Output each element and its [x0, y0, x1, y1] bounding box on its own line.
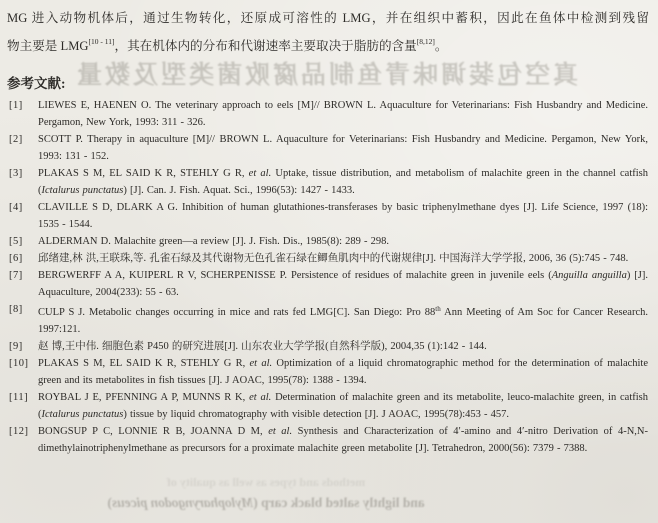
- reference-segment: ROYBAL J E, PFENNING A P, MUNNS R K,: [38, 392, 250, 403]
- paragraph-line-2-text: ，其在机体内的分布和代谢速率主要取决于脂肪的含量: [114, 39, 417, 53]
- reference-text: [38, 338, 648, 355]
- ghost-bleedthrough-footer: [66, 472, 466, 513]
- reference-text: [38, 165, 648, 199]
- reference-item: [9, 301, 648, 338]
- reference-number: [12]: [9, 426, 29, 437]
- reference-segment: 赵 博,王中伟. 细胞色素 P450 的研究进展[J]. 山东农业大学学报(自然科学版), 2004,35 (1):142 - 144.: [38, 341, 487, 352]
- reference-segment: Ann Meeting of Am Soc for Cancer Research. 1997:121.: [38, 307, 648, 335]
- ghost-bleedthrough-title: 真空包装调味青鱼制品腐败菌类型及数量: [74, 62, 579, 89]
- reference-text: [38, 355, 648, 389]
- ghost-footer-text: and lightly salted black carp (: [253, 495, 425, 510]
- reference-item: [9, 97, 648, 131]
- reference-italic-segment: et al.: [249, 358, 273, 369]
- reference-segment: Optimization of a liquid chromatographic method for the determination of malachite green and its metabolites in fish tissues [J]. J AOAC, 1995(78): 1388 - 1394.: [38, 358, 649, 386]
- reference-italic-segment: et al.: [248, 168, 272, 179]
- reference-item: [9, 423, 648, 457]
- reference-segment: Synthesis and Characterization of 4′-amino and 4′-nitro Derivation of 4-N,N-dimethylainotriphenylmethane as precursors for a proximate malachite green metabolite [J]. Tetrahedron, 2000(56): 7379 - 7388.: [38, 426, 648, 454]
- reference-segment: PLAKAS S M, EL SAID K R, STEHLY G R,: [38, 358, 250, 369]
- ghost-footer-faint-line: methods and types as well as quality of: [166, 475, 366, 489]
- reference-segment: ) tissue by liquid chromatography with visible detection [J]. J AOAC, 1995(78):453 - 457.: [123, 409, 509, 420]
- reference-item: [9, 389, 648, 423]
- reference-text: [38, 250, 648, 267]
- reference-number: [11]: [9, 392, 29, 403]
- reference-text: [38, 301, 648, 338]
- reference-segment: 邱绪建,林 洪,王联珠,等. 孔雀石绿及其代谢物无色孔雀石绿在鲫鱼肌肉中的代谢规律[J]. 中国海洋大学学报, 2006, 36 (5):745 - 748.: [38, 253, 629, 264]
- reference-italic-segment: et al.: [249, 392, 272, 403]
- reference-item: [9, 250, 648, 267]
- reference-item: [9, 355, 648, 389]
- reference-item: [9, 267, 648, 301]
- reference-segment: Determination of malachite green and its metabolite, leuco-malachite green, in catfish (: [38, 392, 649, 420]
- reference-italic-segment: Anguilla anguilla: [551, 270, 627, 281]
- paragraph-line-2-text: 。: [434, 39, 448, 53]
- reference-item: [9, 338, 648, 355]
- ghost-footer-line: [66, 492, 466, 513]
- reference-segment: ) [J]. Can. J. Fish. Aquat. Sci., 1996(53): 1427 - 1433.: [123, 185, 355, 196]
- paragraph-line-2-text: 物主要是 LMG: [7, 39, 89, 53]
- reference-text: [38, 233, 648, 250]
- references-heading: 参考文献:: [7, 76, 66, 91]
- reference-text: [38, 267, 648, 301]
- reference-superscript-segment: th: [435, 305, 441, 313]
- reference-item: [9, 199, 648, 233]
- reference-segment: LIEWES E, HAENEN O. The veterinary approach to eels [M]// BROWN L. Aquaculture for Veterinarians: Fish Husbandry and Medicine. Pergamon, New York, 1993: 311 - 326.: [38, 100, 648, 128]
- reference-segment: BONGSUP P C, LONNIE R B, JOANNA D M,: [38, 426, 269, 437]
- reference-number: [7]: [9, 270, 23, 281]
- reference-italic-segment: et al.: [268, 426, 293, 437]
- reference-italic-segment: Ictalurus punctatus: [41, 409, 124, 420]
- reference-italic-segment: Ictalurus punctatus: [41, 185, 124, 196]
- reference-text: [38, 97, 648, 131]
- body-paragraph: [0, 0, 658, 58]
- reference-item: [9, 165, 648, 199]
- reference-number: [4]: [9, 202, 23, 213]
- reference-segment: Uptake, tissue distribution, and metabolism of malachite green in the channel catfish (: [38, 168, 648, 196]
- citation-superscript: [8,12]: [416, 37, 435, 46]
- reference-number: [9]: [9, 341, 23, 352]
- reference-segment: CLAVILLE S D, DLARK A G. Inhibition of human glutathiones-transferases by basic triphenylmethane dyes [J]. Life Science, 1997 (18): 1535 - 1544.: [38, 202, 648, 230]
- ghost-footer-species-name: Mylopharyngodon piceus: [111, 495, 254, 510]
- references-list: [0, 97, 658, 457]
- reference-segment: ) [J]. Aquaculture, 2004(233): 55 - 63.: [38, 270, 648, 298]
- reference-text: [38, 423, 648, 457]
- reference-text: [38, 199, 648, 233]
- reference-number: [1]: [9, 100, 23, 111]
- reference-number: [8]: [9, 304, 23, 315]
- reference-segment: SCOTT P. Therapy in aquaculture [M]// BROWN L. Aquaculture for Veterinarians: Fish Husbandry and Medicine. Pergamon, New York, 1993: 131 - 152.: [38, 134, 648, 162]
- reference-number: [2]: [9, 134, 23, 145]
- reference-item: [9, 233, 648, 250]
- ghost-footer-text: ): [107, 495, 112, 510]
- reference-segment: ALDERMAN D. Malachite green—a review [J]. J. Fish. Dis., 1985(8): 289 - 298.: [38, 236, 389, 247]
- reference-text: [38, 389, 648, 423]
- citation-superscript: [10 - 11]: [88, 37, 115, 46]
- reference-segment: BERGWERFF A A, KUIPERL R V, SCHERPENISSE P. Persistence of residues of malachite green in juvenile eels (: [38, 270, 552, 281]
- reference-number: [6]: [9, 253, 23, 264]
- paragraph-line-1: MG 进入动物机体后，通过生物转化，还原成可溶性的 LMG，并在组织中蓄积，因此在鱼体中检测到残留: [7, 11, 649, 25]
- reference-segment: CULP S J. Metabolic changes occurring in mice and rats fed LMG[C]. San Diego: Pro 88: [38, 307, 436, 318]
- reference-number: [10]: [9, 358, 29, 369]
- reference-segment: PLAKAS S M, EL SAID K R, STEHLY G R,: [38, 168, 249, 179]
- paragraph-line-2: [7, 30, 649, 58]
- reference-text: [38, 131, 648, 165]
- reference-item: [9, 131, 648, 165]
- reference-number: [5]: [9, 236, 23, 247]
- reference-number: [3]: [9, 168, 23, 179]
